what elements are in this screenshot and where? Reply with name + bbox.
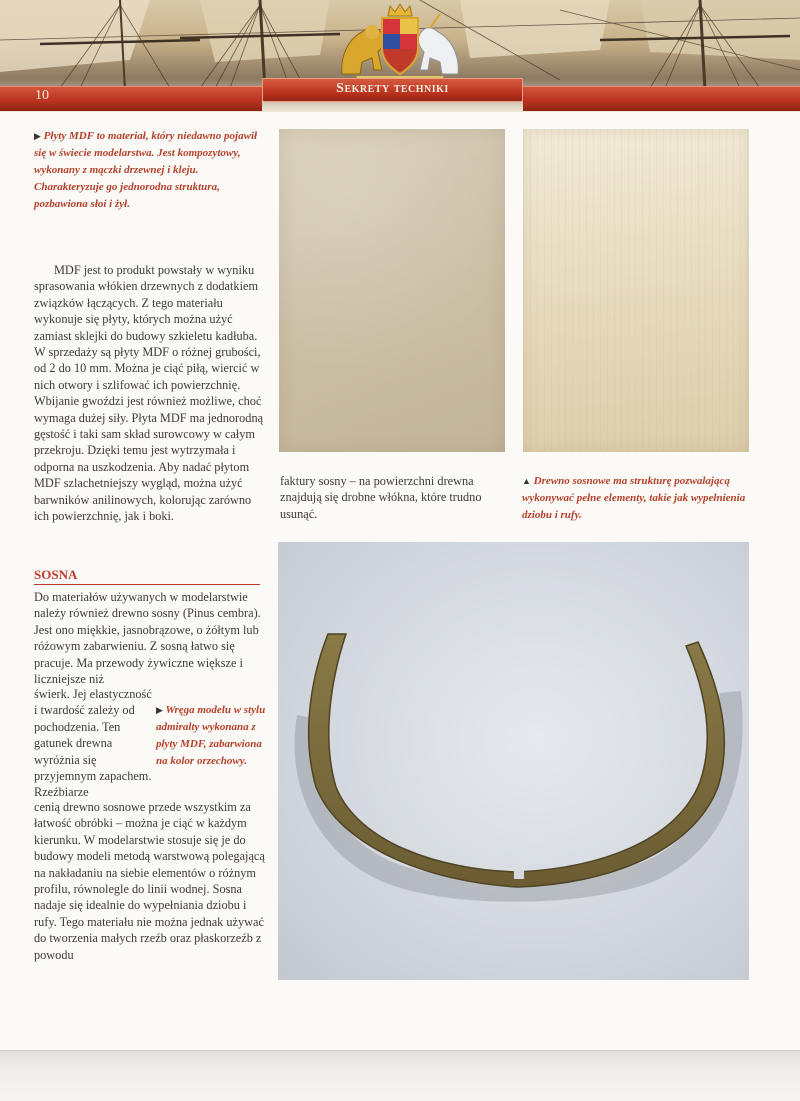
sosna-paragraph-narrow: świerk. Jej elastyczność i twardość zależy od pochodzenia. Ten gatunek drewna wyróżnia się przyjemnym zapachem. Rzeźbiarze [34,687,152,800]
caption-wrega [156,702,266,770]
section-heading-sosna: SOSNA [34,566,260,585]
triangle-right-icon: ▶ [156,705,163,715]
page-bottom-edge [0,1050,800,1101]
page-number: 10 [35,88,49,103]
triangle-right-icon: ▶ [34,131,41,141]
triangle-up-icon: ▲ [522,476,531,486]
section-title-plate [262,78,523,102]
caption-pine-text: Drewno sosnowe ma strukturę pozwalającą wykonywać pełne elementy, takie jak wypełnienia dziobu i rufy. [522,475,746,521]
mdf-paragraph-text: MDF jest to produkt powstały w wyniku sprasowania włókien drzewnych z dodatkiem związków łączących. Z tego materiału wykonuje się płyty, których można użyć zamiast sklejki do budowy szkieletu kadłuba. W sprzedaży są płyty MDF o różnej grubości, od 2 do 10 mm. Można je ciąć piłą, wiercić w nich otwory i szlifować ich powierzchnię. Wbijanie gwoździ jest również możliwe, choć wymaga dużej siły. Płyta MDF ma jednorodną gęstość i taki sam skład surowcowy w całym przekroju. Dzięki temu jest wytrzymała i odporna na uszkodzenia. Aby nadać płytom MDF szlachetniejszy wygląd, można użyć barwników anilinowych, kolorując zarówno ich powierzchnię, jak i boki. [34,263,264,524]
sosna-paragraph-top: Do materiałów używanych w modelarstwie należy również drewno sosny (Pinus cembra). Jest ono miękkie, jasnobrązowe, o żółtym lub różowym zabarwieniu. Z sosną łatwo się pracuje. Ma przewody żywiczne większe i liczniejsze niż [34,590,261,687]
ship-frame-photo [278,542,749,980]
caption-wrega-text: Wręga modelu w stylu admiralty wykonana z płyty MDF, zabarwiona na kolor orzechowy. [156,704,266,767]
sosna-paragraph-bottom: cenią drewno sosnowe przede wszystkim za łatwość obróbki – można je ciąć w każdym kierunku. W modelarstwie stosuje się je do budowy modeli metodą warstwową polegającą na nakładaniu na siebie elementów o różnym profilu, równolegle do linii wodnej. Sosna nadaje się idealnie do wypełniania dziobu i rufy. Tego materiału nie można jednak używać do tworzenia małych rzeźb oraz płaskorzeźb z powodu [34,800,265,962]
royal-crest-icon [332,4,468,82]
page-header [0,0,800,112]
section-title: Sekrety techniki [336,81,449,96]
caption-mdf-intro [34,128,264,213]
ship-frame-illustration [278,542,749,980]
mdf-paragraph [34,262,266,525]
mdf-board-photo [279,129,505,452]
pine-board-photo [523,129,749,452]
header-band-right [523,86,800,111]
caption-mdf-intro-text: Płyty MDF to materiał, który niedawno pojawił się w świecie modelarstwa. Jest kompozytowy, wykonany z mączki drzewnej i kleju. Charakteryzuje go jednorodna struktura, pozbawiona słoi i żył. [34,130,258,210]
faktury-paragraph: faktury sosny – na powierzchni drewna znajdują się drobne włókna, które trudno usunąć. [280,474,482,521]
caption-pine [522,473,754,524]
